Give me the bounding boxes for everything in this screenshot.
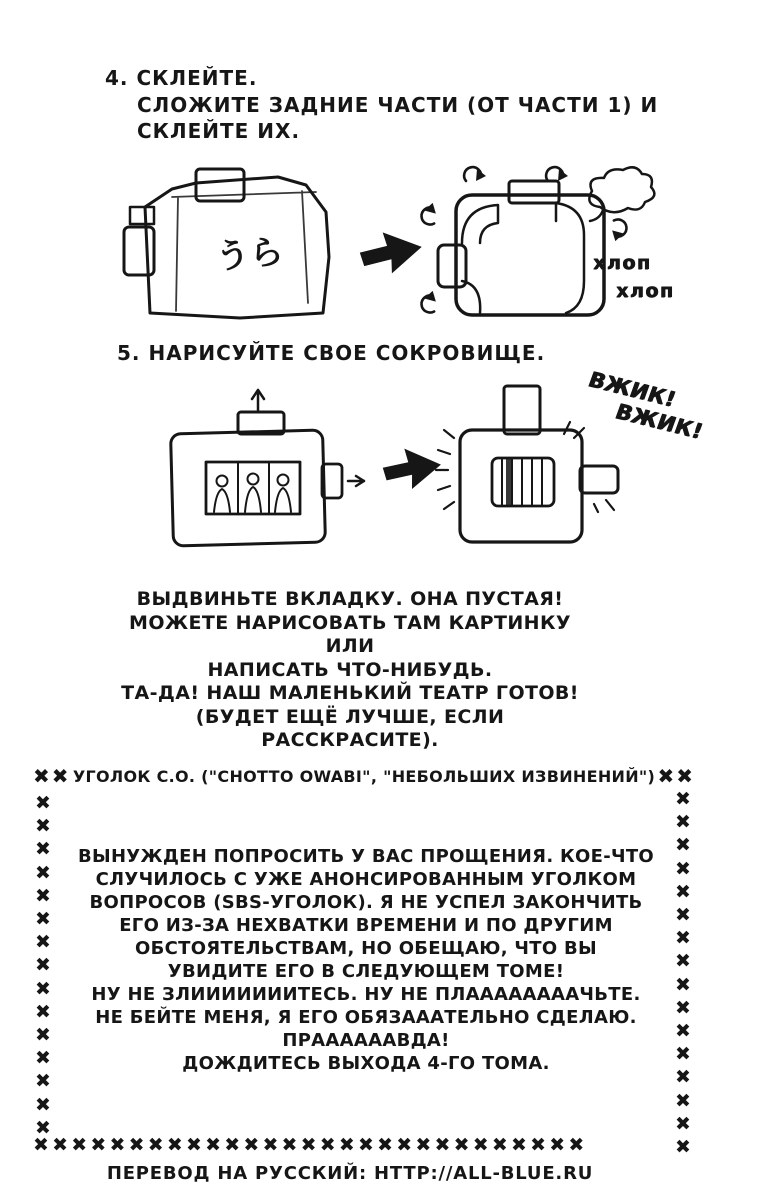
border-bottom-row: ✖✖✖✖✖✖✖✖✖✖✖✖✖✖✖✖✖✖✖✖✖✖✖✖✖✖✖✖✖ xyxy=(33,1134,588,1156)
sfx-vzhik: ВЖИК! xyxy=(585,367,680,412)
step5-illustration xyxy=(160,378,640,553)
border-x-left: ✖✖ xyxy=(33,764,71,788)
apology-line: ДОЖДИТЕСЬ ВЫХОДА 4-ГО ТОМА. xyxy=(182,1053,550,1074)
step5-arrow-icon xyxy=(381,444,444,493)
apology-text xyxy=(70,845,662,1075)
puff-cloud-icon xyxy=(589,167,654,212)
fold-curl-arrow-icon xyxy=(546,167,568,181)
right-arrow-icon xyxy=(348,476,364,486)
note-line: ТА-ДА! НАШ МАЛЕНЬКИЙ ТЕАТР ГОТОВ! xyxy=(121,682,579,704)
apology-line: НЕ БЕЙТЕ МЕНЯ, Я ЕГО ОБЯЗАААТЕЛЬНО СДЕЛАЮ. xyxy=(95,1007,637,1028)
fold-curl-arrow-icon xyxy=(610,219,627,243)
fold-curl-arrow-icon xyxy=(420,201,437,225)
apology-line: СЛУЧИЛОСЬ С УЖЕ АНОНСИРОВАННЫМ УГОЛКОМ xyxy=(95,869,637,890)
fold-curl-arrow-icon xyxy=(464,167,486,181)
step4-instruction-line: СЛОЖИТЕ ЗАДНИЕ ЧАСТИ (ОТ ЧАСТИ 1) И xyxy=(137,93,659,117)
note-line: МОЖЕТЕ НАРИСОВАТЬ ТАМ КАРТИНКУ ИЛИ xyxy=(129,611,571,657)
theater-box-front-drawing xyxy=(171,390,364,546)
note-line: (БУДЕТ ЕЩЁ ЛУЧШЕ, ЕСЛИ РАССКРАСИТЕ). xyxy=(195,705,505,751)
apology-line: ПРААААААВДА! xyxy=(282,1030,450,1051)
apology-line: ОБСТОЯТЕЛЬСТВАМ, НО ОБЕЩАЮ, ЧТО ВЫ xyxy=(134,938,597,959)
theater-box-open-drawing xyxy=(436,386,618,542)
apology-line: ВОПРОСОВ (SBS-УГОЛОК). Я НЕ УСПЕЛ ЗАКОНЧИТЬ xyxy=(89,892,643,913)
apology-line: ЕГО ИЗ-ЗА НЕХВАТКИ ВРЕМЕНИ И ПО ДРУГИМ xyxy=(119,915,613,936)
sfx-khlop: хлоп xyxy=(593,252,652,274)
note-line: НАПИСАТЬ ЧТО-НИБУДЬ. xyxy=(207,658,493,681)
apology-line: УВИДИТЕ ЕГО В СЛЕДУЮЩЕМ ТОМЕ! xyxy=(167,961,565,982)
step4-illustration xyxy=(120,165,700,330)
apology-line: НУ НЕ ЗЛИИИИИИИТЕСЬ. НУ НЕ ПЛААААААААЧЬТЕ. xyxy=(91,984,641,1005)
apology-line: ВЫНУЖДЕН ПОПРОСИТЬ У ВАС ПРОЩЕНИЯ. КОЕ-ЧТО xyxy=(77,846,655,867)
border-x-right: ✖✖ xyxy=(657,764,695,788)
assembly-note xyxy=(115,588,585,753)
owabi-title: УГОЛОК С.О. ("CHOTTO OWABI", "НЕБОЛЬШИХ ИЗВИНЕНИЙ") xyxy=(72,766,656,786)
sfx-vzhik: ВЖИК! xyxy=(612,399,707,444)
step4-arrow-icon xyxy=(357,226,425,278)
note-line: ВЫДВИНЬТЕ ВКЛАДКУ. ОНА ПУСТАЯ! xyxy=(136,588,564,610)
step4-instruction-line: СКЛЕЙТЕ ИХ. xyxy=(137,119,301,143)
unfolded-box-drawing xyxy=(124,169,329,318)
audience-figures xyxy=(214,474,291,513)
back-side-label: うら xyxy=(214,232,286,277)
owabi-box-header xyxy=(33,764,695,788)
sfx-khlop: хлоп xyxy=(616,280,675,302)
step5-heading: 5. НАРИСУЙТЕ СВОЕ СОКРОВИЩЕ. xyxy=(117,341,546,365)
step4-heading: 4. СКЛЕЙТЕ. xyxy=(105,66,258,90)
translation-credit: ПЕРЕВОД НА РУССКИЙ: HTTP://ALL-BLUE.RU xyxy=(106,1163,594,1184)
fold-curl-arrow-icon xyxy=(420,289,437,313)
up-arrow-icon xyxy=(252,390,264,410)
border-right-column: ✖✖✖✖✖✖✖✖✖✖✖✖✖✖✖✖ xyxy=(675,788,691,1159)
border-left-column: ✖✖✖✖✖✖✖✖✖✖✖✖✖✖✖ xyxy=(35,792,51,1139)
